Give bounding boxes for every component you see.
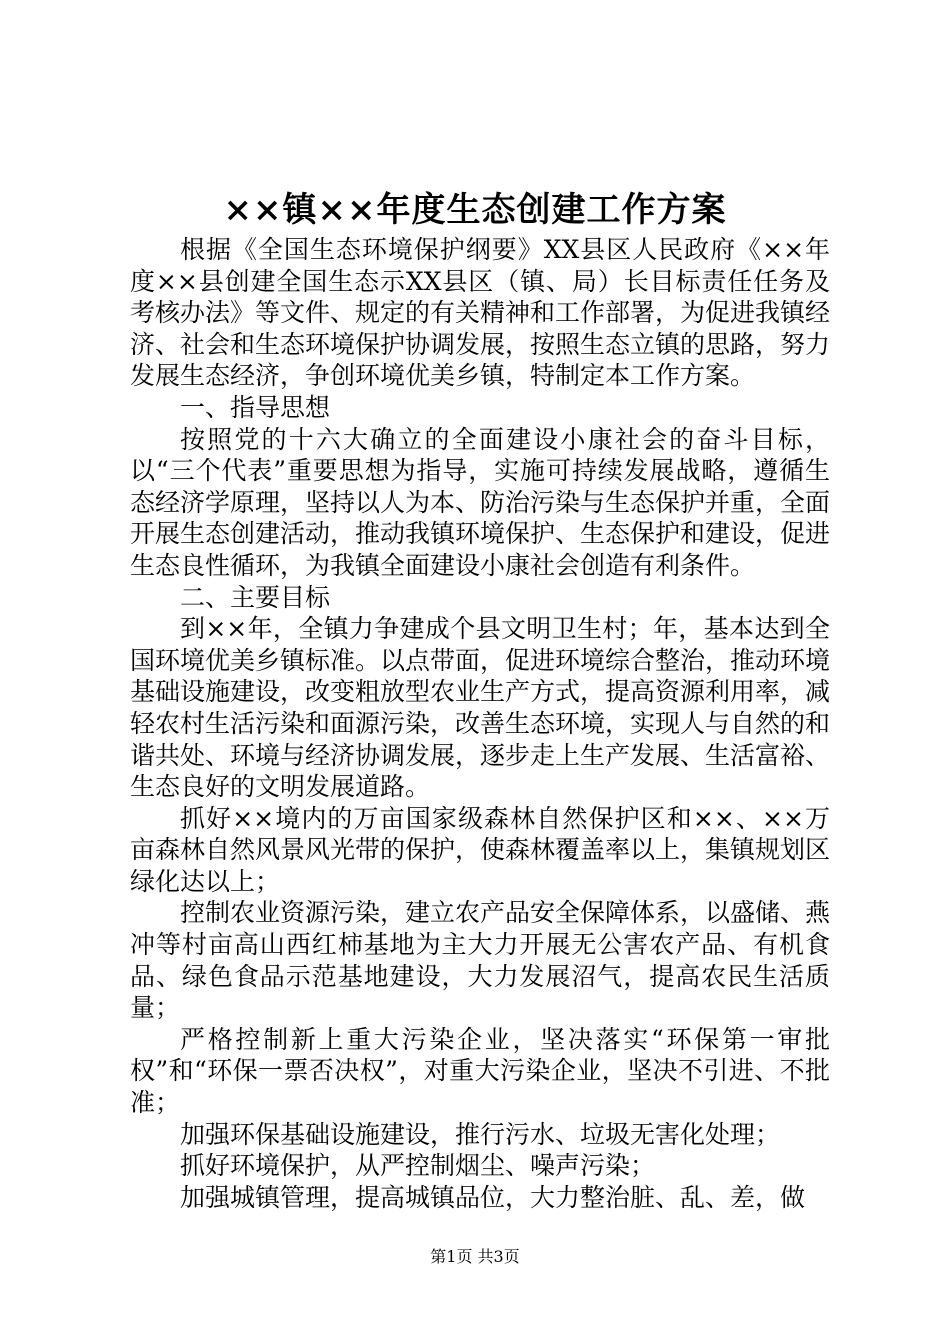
paragraph-intro: 根据《全国生态环境保护纲要》XX县区人民政府《××年度××县创建全国生态示XX县区（镇、局）长目标责任任务及考核办法》等文件、规定的有关精神和工作部署，为促进我镇经济、社会和生态环境保护协调发展，按照生态立镇的思路，努力发展生态经济，争创环境优美乡镇，特制定本工作方案。 bbox=[130, 235, 831, 391]
paragraph-enterprise-control: 严格控制新上重大污染企业，坚决落实“环保第一审批权”和“环保一票否决权”，对重大污染企业，坚决不引进、不批准； bbox=[130, 1024, 830, 1118]
page-number-footer: 第1页 共3页 bbox=[430, 1247, 520, 1266]
section-heading-guiding-ideology: 一、指导思想 bbox=[180, 392, 331, 422]
document-body bbox=[130, 234, 830, 1213]
document-title: ××镇××年度生态创建工作方案 bbox=[223, 190, 727, 230]
paragraph-agricultural-pollution: 控制农业资源污染，建立农产品安全保障体系，以盛储、燕冲等村亩高山西红柿基地为主大力开展无公害农产品、有机食品、绿色食品示范基地建设，大力发展沼气，提高农民生活质量； bbox=[130, 898, 831, 1023]
paragraph-guiding-ideology: 按照党的十六大确立的全面建设小康社会的奋斗目标，以“三个代表”重要思想为指导，实施可持续发展战略，遵循生态经济学原理，坚持以人为本、防治污染与生态保护并重，全面开展生态创建活动，推动我镇环境保护、生态保护和建设，促进生态良性循环，为我镇全面建设小康社会创造有利条件。 bbox=[130, 424, 831, 580]
section-heading-main-goals: 二、主要目标 bbox=[180, 582, 331, 612]
paragraph-infrastructure: 加强环保基础设施建设，推行污水、垃圾无害化处理； bbox=[180, 1119, 781, 1149]
paragraph-town-management: 加强城镇管理，提高城镇品位，大力整治脏、乱、差，做 bbox=[180, 1182, 806, 1212]
paragraph-main-goals: 到××年，全镇力争建成个县文明卫生村；年，基本达到全国环境优美乡镇标准。以点带面，促进环境综合整治，推动环境基础设施建设，改变粗放型农业生产方式，提高资源利用率，减轻农村生活污染和面源污染，改善生态环境，实现人与自然的和谐共处、环境与经济协调发展，逐步走上生产发展、生活富裕、生态良好的文明发展道路。 bbox=[130, 614, 831, 802]
paragraph-environment-protection: 抓好环境保护，从严控制烟尘、噪声污染； bbox=[180, 1151, 656, 1181]
paragraph-forest-protection: 抓好××境内的万亩国家级森林自然保护区和××、××万亩森林自然风景风光带的保护，使森林覆盖率以上，集镇规划区绿化达以上； bbox=[130, 803, 831, 896]
